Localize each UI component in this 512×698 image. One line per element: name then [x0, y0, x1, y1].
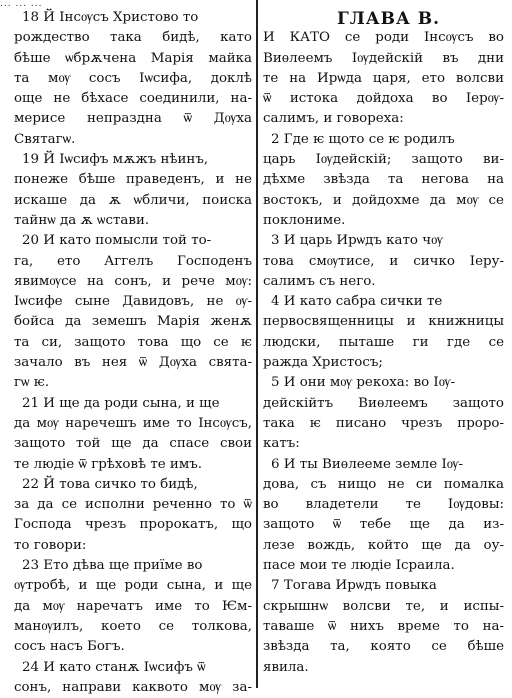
text-line: звѣзда та, която се бѣше — [263, 639, 504, 655]
text-line: да мѹ наречешъ име то Інсѹсъ, — [14, 415, 252, 431]
text-line: 2 Где ѥ щото се ѥ родилъ — [271, 131, 455, 147]
text-line: така ѥ писано чрезъ проро- — [263, 415, 504, 431]
text-line: та мѹ сосъ Іѡсифа, доклѣ — [14, 70, 252, 86]
text-line: сосъ насъ Богъ. — [14, 639, 125, 655]
text-line: ражда Христосъ; — [263, 355, 383, 371]
text-line: востокъ, и дойдохме да мѹ се — [263, 192, 504, 208]
text-line: людски, пыташе ги где се — [263, 334, 504, 350]
top-fragment: ... ... ... — [0, 0, 43, 6]
text-line: манѹилъ, което се толкова, — [14, 618, 252, 634]
text-line: во владетели те Іѹдовы: — [263, 497, 504, 513]
text-line: гѡ ѥ. — [14, 375, 50, 391]
text-line: 24 И като станѫ Іѡсифъ ѿ — [22, 659, 206, 675]
text-line: Святагѡ. — [14, 131, 76, 147]
text-line: понеже бѣше праведенъ, и не — [14, 172, 252, 188]
text-line: 21 И ще да роди сына, и ще — [22, 395, 220, 411]
text-line: 23 Ето дѣва ще приїме во — [22, 558, 203, 574]
text-line: салимъ, и говореха: — [263, 111, 404, 127]
text-line: 7 Тогава Ирѡдъ повыка — [271, 578, 437, 594]
text-line: та си, защото това що се ѥ — [14, 334, 252, 350]
text-line: 4 И като сабра сички те — [271, 294, 443, 310]
right-column — [263, 8, 504, 678]
text-line: пасе мои те людіе Ісраила. — [263, 558, 455, 574]
text-line: то говори: — [14, 537, 87, 553]
text-line: Іѡсифе сыне Давидовъ, не ѹ- — [14, 294, 252, 310]
text-line: бѣше ѡбрѫчена Марія майка — [14, 50, 252, 66]
text-line: салимъ съ него. — [263, 273, 376, 289]
text-line: 6 И ты Виѳлееме земле Іѹ- — [271, 456, 464, 472]
text-line: царь Іѹдейскій; защото ви- — [263, 152, 504, 168]
text-line: още не бѣхасе соединили, на- — [14, 91, 252, 107]
text-line: те людіе ѿ грѣховѣ те имъ. — [14, 456, 203, 472]
text-line: лезе вождь, който ще да оу- — [263, 537, 504, 553]
text-line: бойса да земешъ Марія женѫ — [14, 314, 252, 330]
text-line: явила. — [263, 659, 309, 675]
text-line: явимѹсе на сонъ, и рече мѹ: — [14, 273, 252, 289]
text-line: защото ѿ тебе ще да из- — [263, 517, 504, 533]
text-line: сонъ, направи каквото мѹ за- — [14, 679, 252, 695]
text-line: те на Ирѡда царя, ето волсви — [263, 70, 504, 86]
text-line: ѿ истока дойдоха во Іерѹ- — [263, 91, 504, 107]
text-line: тайнѡ да ѫ ѡстави. — [14, 212, 150, 228]
text-line: това смѹтисе, и сичко Іеру- — [263, 253, 504, 269]
text-line: 3 И царь Ирѡдъ като чѹ — [271, 233, 443, 249]
text-line: зачало въ нея ѿ Дѹха свята- — [14, 355, 252, 371]
text-line: первосвященницы и книжницы — [263, 314, 504, 330]
text-line: поклониме. — [263, 212, 346, 228]
column-divider — [256, 0, 258, 688]
text-line: 18 Й Інсѹсъ Христово то — [22, 10, 199, 25]
text-line: 22 Й това сичко то бидѣ, — [22, 476, 198, 492]
text-line: 20 И като помысли той то- — [22, 233, 212, 249]
text-line: таваше ѿ нихъ време то на- — [263, 618, 504, 634]
text-line: защото той ще да спасе свои — [14, 436, 252, 452]
text-line: 5 И они мѹ рекоха: во Іѹ- — [271, 375, 456, 391]
text-line: И КАТО се роди Інсѹсъ во — [263, 30, 504, 46]
text-line: ѹтробѣ, и ще роди сына, и ще — [14, 578, 252, 594]
text-line: га, ето Аггелъ Господенъ — [14, 253, 252, 269]
text-line: скрышнѡ волсви те, и испы- — [263, 598, 504, 614]
text-line: за да се исполни реченно то ѿ — [14, 497, 252, 513]
text-line: дова, съ нищо не си помалка — [263, 476, 504, 492]
text-line: 19 Й Іѡсифъ мѫжъ нѣинъ, — [22, 152, 209, 168]
left-column — [14, 8, 252, 698]
text-line: катъ: — [263, 436, 300, 452]
text-line: дѣхме звѣзда та негова на — [263, 172, 504, 188]
chapter-heading: ГЛАВА В. — [336, 9, 441, 29]
text-line: Виѳлеемъ Іѹдейскій въ дни — [263, 50, 504, 66]
text-line: искаше да ѫ ѡбличи, поиска — [14, 192, 252, 208]
text-line: да мѹ наречатъ име то Ѥм- — [14, 598, 252, 614]
text-line: рождество така бидѣ, като — [14, 30, 252, 46]
text-line: Господа чрезъ пророкатъ, що — [14, 517, 252, 533]
text-line: мерисе непразднa ѿ Дѹха — [14, 111, 252, 127]
text-line: дейскійтъ Виѳлеемъ защото — [263, 395, 504, 411]
